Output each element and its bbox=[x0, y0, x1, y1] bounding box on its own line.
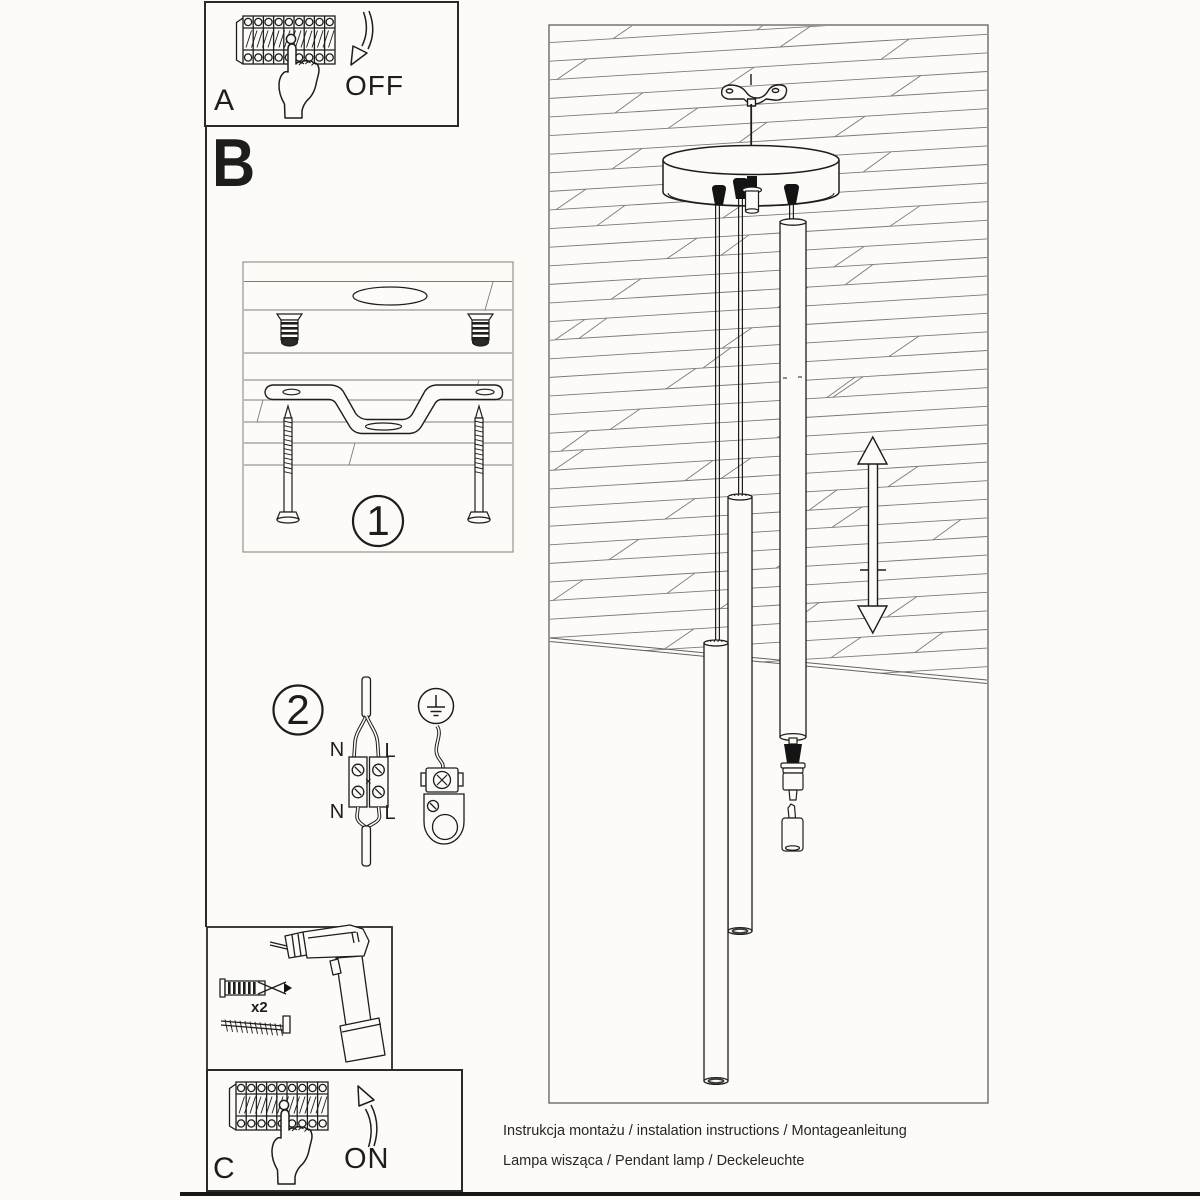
ceiling-near-edge bbox=[550, 638, 987, 684]
pendant-lamp-assembly bbox=[663, 74, 887, 1084]
ground-symbol-icon bbox=[419, 689, 454, 724]
ceiling-bracket bbox=[722, 74, 787, 106]
section-b-label: B bbox=[212, 125, 256, 201]
wire-label-n-top: N bbox=[329, 739, 345, 761]
wall-plug-icon bbox=[220, 979, 292, 997]
wire-label-n-bottom: N bbox=[329, 801, 345, 823]
g9-bulb bbox=[782, 804, 803, 851]
height-adjust-arrow bbox=[858, 437, 887, 633]
step2-badge: 2 bbox=[286, 686, 310, 733]
footer-line-2: Lampa wisząca / Pendant lamp / Deckeleuchte bbox=[503, 1153, 805, 1169]
lamp-socket bbox=[781, 738, 805, 800]
wall-plug-left bbox=[277, 314, 302, 346]
wire-label-l-bottom: L bbox=[384, 802, 396, 824]
mounting-bracket bbox=[265, 385, 503, 434]
on-label: ON bbox=[344, 1143, 390, 1175]
terminal-block bbox=[349, 757, 388, 807]
lamp-cable-bottom bbox=[357, 807, 380, 866]
screw-right bbox=[468, 406, 490, 523]
panel-a-label: A bbox=[214, 84, 235, 117]
earth-clamp bbox=[421, 768, 463, 792]
pendant-tube-3 bbox=[780, 219, 806, 741]
drill-icon bbox=[270, 925, 385, 1062]
footer-line-1: Instrukcja montażu / instalation instructions / Montageanleitung bbox=[503, 1123, 907, 1139]
off-label: OFF bbox=[345, 70, 404, 101]
pendant-tube-1 bbox=[704, 640, 728, 1084]
screw-icon bbox=[221, 1016, 290, 1036]
pendant-tube-2 bbox=[728, 494, 752, 934]
wire-label-l-top: L bbox=[384, 740, 396, 762]
earth-wire bbox=[436, 726, 443, 768]
arrow-down-icon bbox=[351, 11, 373, 65]
tools-illustration bbox=[220, 925, 385, 1062]
ceiling-plank-texture bbox=[543, 10, 994, 769]
page-bottom-rule bbox=[180, 1192, 1200, 1196]
screw-left bbox=[277, 406, 299, 523]
ceiling-hole bbox=[353, 287, 427, 305]
wall-plug-right bbox=[468, 314, 493, 346]
arrow-up-icon bbox=[358, 1086, 377, 1147]
step1-badge: 1 bbox=[366, 497, 390, 544]
lamp-holder-body bbox=[424, 794, 464, 844]
panel-c-label: C bbox=[213, 1152, 235, 1185]
quantity-label: x2 bbox=[251, 999, 268, 1016]
supply-cable-top bbox=[354, 677, 379, 757]
